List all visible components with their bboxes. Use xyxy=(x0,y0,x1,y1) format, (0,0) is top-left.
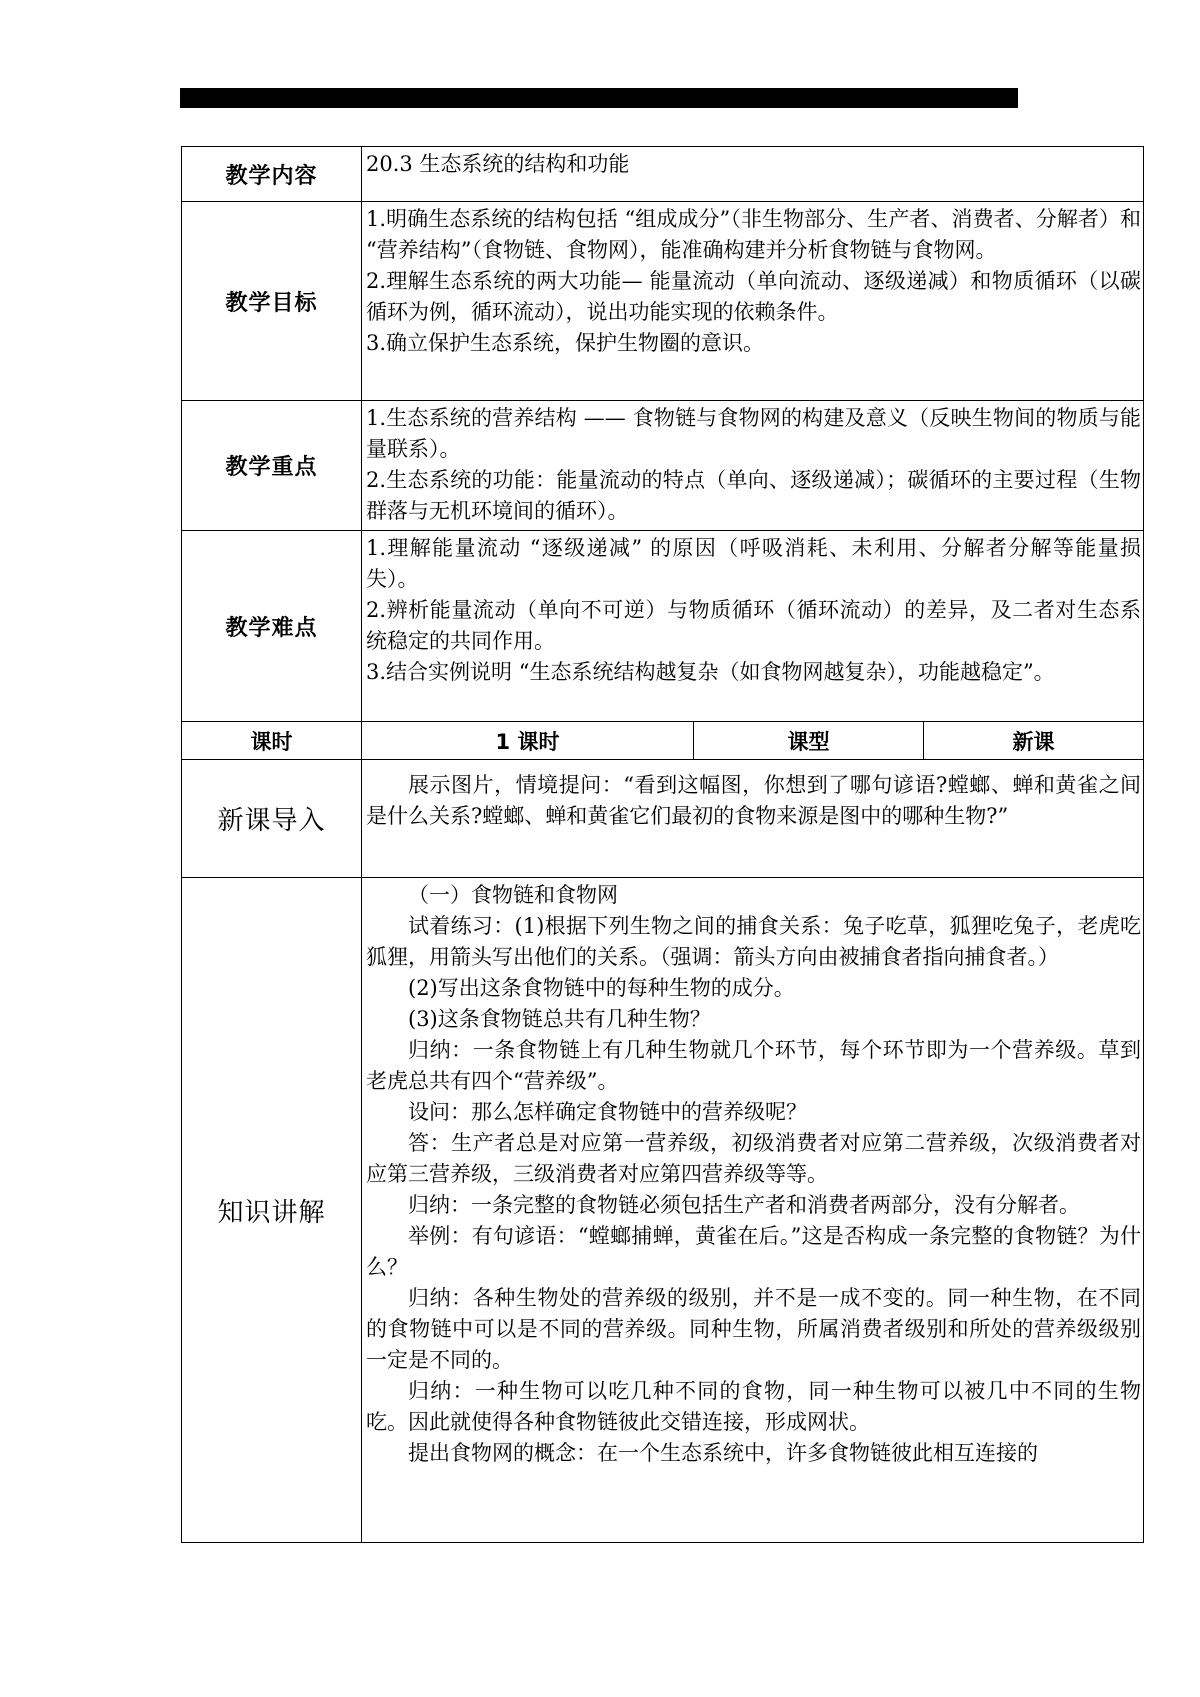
label-teaching-goals: 教学目标 xyxy=(182,202,362,401)
difficulty-item: 1.理解能量流动 “逐级递减” 的原因（呼吸消耗、未利用、分解者分解等能量损失）。 xyxy=(366,536,1142,591)
row-key-points xyxy=(182,401,1144,531)
knowledge-paragraph: 提出食物网的概念：在一个生态系统中，许多食物链彼此相互连接的 xyxy=(408,1441,1038,1465)
knowledge-paragraph: 归纳：一条完整的食物链必须包括生产者和消费者两部分，没有分解者。 xyxy=(408,1193,1080,1217)
knowledge-paragraph: (3)这条食物链总共有几种生物？ xyxy=(408,1007,711,1031)
intro-text-cell xyxy=(362,760,1144,878)
label-key-points: 教学重点 xyxy=(182,401,362,531)
teaching-content-text: 20.3 生态系统的结构和功能 xyxy=(362,147,1144,202)
label-class-hours: 课时 xyxy=(182,722,362,760)
lesson-plan-table xyxy=(181,146,1144,1543)
key-point-item: 1.生态系统的营养结构 —— 食物链与食物网的构建及意义（反映生物间的物质与能量联系）。 xyxy=(366,406,1142,461)
label-difficulties: 教学难点 xyxy=(182,531,362,722)
lesson-type-value: 新课 xyxy=(924,722,1144,760)
row-meta xyxy=(182,722,1144,760)
knowledge-paragraph: 答：生产者总是对应第一营养级，初级消费者对应第二营养级，次级消费者对应第三营养级，三级消费者对应第四营养级等等。 xyxy=(366,1131,1142,1186)
goal-item: 3.确立保护生态系统，保护生物圈的意识。 xyxy=(366,331,765,355)
goal-item: 2.理解生态系统的两大功能— 能量流动（单向流动、逐级递减）和物质循环（以碳循环为例，循环流动），说出功能实现的依赖条件。 xyxy=(366,269,1142,324)
difficulty-item: 3.结合实例说明 “生态系统结构越复杂（如食物网越复杂），功能越稳定”。 xyxy=(366,660,1055,684)
row-intro xyxy=(182,760,1144,878)
label-knowledge: 知识讲解 xyxy=(182,878,362,1543)
knowledge-paragraph: 归纳：一条食物链上有几种生物就几个环节，每个环节即为一个营养级。草到老虎总共有四个“营养级”。 xyxy=(366,1038,1142,1093)
knowledge-text-cell xyxy=(362,878,1144,1543)
intro-text: 展示图片，情境提问：“看到这幅图，你想到了哪句谚语?螳螂、蝉和黄雀之间是什么关系?螳螂、蝉和黄雀它们最初的食物来源是图中的哪种生物?” xyxy=(366,773,1142,828)
knowledge-paragraph: 归纳：各种生物处的营养级的级别，并不是一成不变的。同一种生物，在不同的食物链中可以是不同的营养级。同种生物，所属消费者级别和所处的营养级级别一定是不同的。 xyxy=(366,1286,1142,1372)
key-point-item: 2.生态系统的功能：能量流动的特点（单向、逐级递减）；碳循环的主要过程（生物群落与无机环境间的循环）。 xyxy=(366,468,1142,523)
row-teaching-content xyxy=(182,147,1144,202)
teaching-goals-list xyxy=(362,202,1144,401)
knowledge-paragraph: 试着练习：(1)根据下列生物之间的捕食关系：兔子吃草，狐狸吃兔子，老虎吃狐狸，用箭头写出他们的关系。（强调：箭头方向由被捕食者指向捕食者。） xyxy=(366,914,1142,969)
row-knowledge xyxy=(182,878,1144,1543)
knowledge-paragraph: 举例：有句谚语：“螳螂捕蝉，黄雀在后。”这是否构成一条完整的食物链？为什么？ xyxy=(366,1224,1142,1279)
label-intro: 新课导入 xyxy=(182,760,362,878)
row-difficulties xyxy=(182,531,1144,722)
knowledge-paragraph: 设问：那么怎样确定食物链中的营养级呢？ xyxy=(408,1100,807,1124)
knowledge-paragraph: 归纳：一种生物可以吃几种不同的食物，同一种生物可以被几中不同的生物吃。因此就使得各种食物链彼此交错连接，形成网状。 xyxy=(366,1379,1142,1434)
header-black-bar xyxy=(180,88,1018,108)
knowledge-paragraph: （一）食物链和食物网 xyxy=(408,883,618,907)
label-teaching-content: 教学内容 xyxy=(182,147,362,202)
difficulty-item: 2.辨析能量流动（单向不可逆）与物质循环（循环流动）的差异，及二者对生态系统稳定的共同作用。 xyxy=(366,598,1142,653)
difficulties-list xyxy=(362,531,1144,722)
label-lesson-type: 课型 xyxy=(694,722,924,760)
knowledge-paragraph: (2)写出这条食物链中的每种生物的成分。 xyxy=(408,976,795,1000)
class-hours-value: 1 课时 xyxy=(362,722,694,760)
key-points-list xyxy=(362,401,1144,531)
goal-item: 1.明确生态系统的结构包括 “组成成分”（非生物部分、生产者、消费者、分解者）和 “营养结构”（食物链、食物网），能准确构建并分析食物链与食物网。 xyxy=(366,207,1142,262)
row-teaching-goals xyxy=(182,202,1144,401)
